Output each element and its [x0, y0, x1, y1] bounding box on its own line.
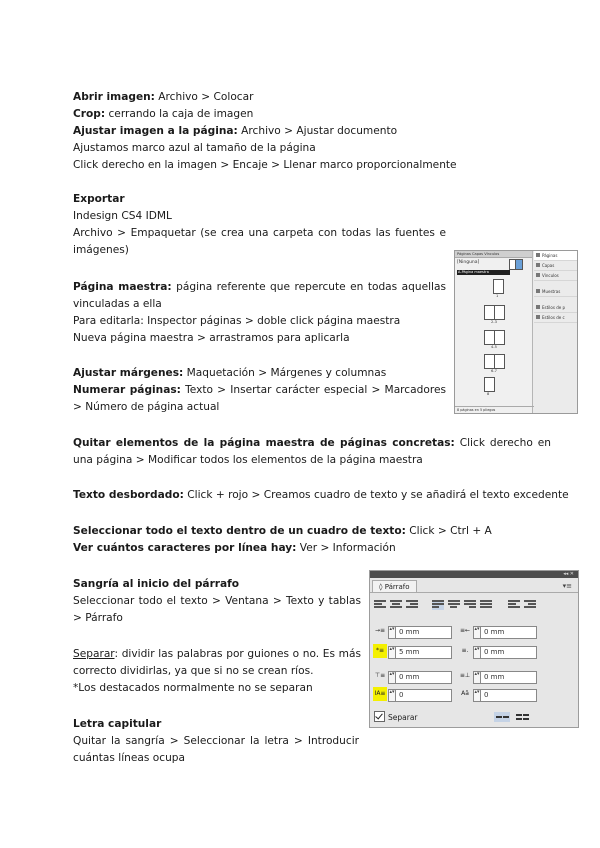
margenes-text: Maquetación > Márgenes y columnas: [183, 367, 387, 379]
layers-icon: [536, 263, 540, 267]
last-line-indent-stepper[interactable]: ▴▾: [473, 646, 481, 659]
crop-line: [73, 106, 446, 123]
dock-item-char-styles[interactable]: Estilos de c: [534, 313, 577, 323]
master-page-label: A-Página maestra: [457, 270, 510, 275]
capitular-block: [73, 716, 359, 767]
first-line-indent-icon: *≡: [373, 644, 387, 658]
panel-divider: [370, 592, 578, 593]
left-indent-stepper[interactable]: ▴▾: [388, 626, 396, 639]
dock-item-layers[interactable]: Capas: [534, 261, 577, 271]
ajustar-imagen-text: Archivo > Ajustar documento: [237, 125, 398, 137]
page-number-4-5: 4-5: [491, 345, 497, 349]
justify-left-icon[interactable]: [432, 600, 444, 610]
abrir-imagen-text: Archivo > Colocar: [154, 91, 254, 103]
pagina-maestra-line3: Nueva página maestra > arrastramos para aplicarla: [73, 332, 350, 344]
abrir-imagen-label: Abrir imagen:: [73, 91, 155, 103]
pages-panel-dock: [534, 251, 577, 323]
exportar-block: [73, 191, 446, 259]
drop-cap-chars-input[interactable]: 0: [480, 689, 537, 702]
links-icon: [536, 273, 540, 277]
align-towards-spine-icon[interactable]: [508, 600, 520, 610]
pagina-maestra-line2: Para editarla: Inspector páginas > doble click página maestra: [73, 315, 401, 327]
align-grid-button[interactable]: [514, 712, 530, 722]
justify-all-icon[interactable]: [480, 600, 492, 610]
seleccionar-label: Seleccionar todo el texto dentro de un cuadro de texto:: [73, 525, 406, 537]
space-before-input[interactable]: 0 mm: [395, 671, 452, 684]
pagina-maestra-text: página referente que repercute en todas aquellas vinculadas a ella: [73, 281, 446, 310]
pagina-maestra-label: Página maestra:: [73, 281, 172, 293]
drop-cap-chars-icon: Aā: [461, 690, 469, 697]
ver-text: Ver > Información: [296, 542, 396, 554]
none-master-label: [Ninguna]: [457, 260, 480, 265]
space-before-stepper[interactable]: ▴▾: [388, 671, 396, 684]
align-center-icon[interactable]: [390, 600, 402, 610]
desbordado-line: [73, 487, 569, 504]
character-styles-icon: [536, 315, 540, 319]
tab-paragraph[interactable]: ◊ Párrafo: [372, 580, 417, 593]
click-derecho-line: Click derecho en la imagen > Encaje > Llenar marco proporcionalmente: [73, 159, 457, 171]
margenes-label: Ajustar márgenes:: [73, 367, 184, 379]
first-line-indent-input[interactable]: 5 mm: [395, 646, 452, 659]
right-indent-stepper[interactable]: ▴▾: [473, 626, 481, 639]
seleccionar-line: [73, 523, 551, 540]
sangria-heading: Sangría al inicio del párrafo: [73, 578, 240, 590]
ajustar-imagen-line: [73, 123, 446, 140]
sangria-block: [73, 576, 361, 627]
page-number-6-7: 6-7: [491, 369, 497, 373]
sangria-line1: Seleccionar todo el texto > Ventana > Texto y tablas > Párrafo: [73, 595, 361, 624]
pages-panel-main: [455, 251, 533, 413]
hyphenate-checkbox[interactable]: [374, 711, 418, 722]
justify-right-icon[interactable]: [464, 600, 476, 610]
pages-panel-tabs: Páginas Capas Vínculos: [455, 251, 532, 258]
page-thumb-7: [494, 354, 505, 369]
seleccionar-block: [73, 523, 551, 557]
intro-block: [73, 89, 457, 174]
page-number-1: 1: [496, 294, 499, 298]
right-indent-icon: ≡←: [459, 627, 471, 634]
pages-panel-screenshot: [454, 250, 578, 414]
drop-cap-chars-stepper[interactable]: ▴▾: [473, 689, 481, 702]
align-left-icon[interactable]: [374, 600, 386, 610]
separar-block: [73, 646, 361, 697]
last-line-indent-input[interactable]: 0 mm: [480, 646, 537, 659]
page-number-2-3: 2-3: [491, 320, 497, 324]
abrir-imagen-line: [73, 89, 446, 106]
master-thumb: [515, 259, 523, 270]
align-right-icon[interactable]: [406, 600, 418, 610]
checkbox-checked-icon[interactable]: [374, 711, 385, 722]
do-not-align-grid-button[interactable]: [494, 712, 510, 722]
justify-center-icon[interactable]: [448, 600, 460, 610]
swatches-icon: [536, 289, 540, 293]
page-thumb-3: [494, 305, 505, 320]
numerar-label: Numerar páginas:: [73, 384, 181, 396]
page-thumb-5: [494, 330, 505, 345]
last-line-indent-icon: ≡.: [461, 647, 469, 654]
space-after-icon: ≡⊥: [459, 672, 471, 679]
space-after-stepper[interactable]: ▴▾: [473, 671, 481, 684]
drop-cap-lines-input[interactable]: 0: [395, 689, 452, 702]
dock-item-para-styles[interactable]: Estilos de p: [534, 303, 577, 313]
exportar-line1: Indesign CS4 IDML: [73, 210, 172, 222]
page-number-8: 8: [487, 392, 490, 396]
crop-label: Crop:: [73, 108, 106, 120]
drop-cap-lines-stepper[interactable]: ▴▾: [388, 689, 396, 702]
crop-text: cerrando la caja de imagen: [105, 108, 254, 120]
page-thumb-1: [493, 279, 504, 294]
panel-menu-icon[interactable]: ▾≡: [562, 582, 572, 590]
collapse-icon[interactable]: ◂◂ ✕: [563, 571, 574, 577]
quitar-block: [73, 435, 551, 469]
drop-cap-lines-icon: IA≡: [373, 687, 387, 701]
numerar-line: [73, 382, 446, 416]
pages-panel-footer: 8 páginas en 5 pliegos: [455, 406, 534, 413]
dock-item-links[interactable]: Vínculos: [534, 271, 577, 281]
quitar-label: Quitar elementos de la página maestra de páginas concretas:: [73, 437, 455, 449]
first-line-indent-stepper[interactable]: ▴▾: [388, 646, 396, 659]
desbordado-text: Click + rojo > Creamos cuadro de texto y se añadirá el texto excedente: [183, 489, 569, 501]
space-after-input[interactable]: 0 mm: [480, 671, 537, 684]
separar-line: [73, 646, 361, 680]
hyphenate-label: Separar: [388, 713, 418, 722]
paragraph-styles-icon: [536, 305, 540, 309]
separar-text: : dividir las palabras por guiones o no. Es más correcto dividirlas, ya que si no se crean ríos.: [73, 648, 361, 677]
space-before-icon: ⊤≡: [374, 672, 386, 679]
ver-line: [73, 540, 551, 557]
ver-label: Ver cuántos caracteres por línea hay:: [73, 542, 297, 554]
left-indent-input[interactable]: 0 mm: [395, 626, 452, 639]
pagina-maestra-def: [73, 279, 446, 313]
align-away-spine-icon[interactable]: [524, 600, 536, 610]
dock-item-swatches[interactable]: Muestras: [534, 287, 577, 297]
panel-title-bar: [370, 571, 578, 578]
capitular-heading: Letra capitular: [73, 718, 162, 730]
dock-item-pages[interactable]: Páginas: [534, 251, 577, 261]
pagina-maestra-block: [73, 279, 446, 347]
quitar-line: [73, 435, 551, 469]
paragraph-panel-screenshot: [369, 570, 579, 728]
numerar-text: Texto > Insertar carácter especial > Marcadores > Número de página actual: [73, 384, 446, 413]
pages-icon: [536, 253, 540, 257]
desbordado-label: Texto desbordado:: [73, 489, 184, 501]
ajustar-imagen-label: Ajustar imagen a la página:: [73, 125, 238, 137]
exportar-line2: Archivo > Empaquetar (se crea una carpeta con todas las fuentes e imágenes): [73, 227, 446, 256]
right-indent-input[interactable]: 0 mm: [480, 626, 537, 639]
quitar-text: Click derecho en una página > Modificar todos los elementos de la página maestra: [73, 437, 551, 466]
margenes-line: [73, 365, 446, 382]
page-thumb-8: [484, 377, 495, 392]
separar-note: *Los destacados normalmente no se separan: [73, 682, 313, 694]
left-indent-icon: →≡: [374, 627, 386, 634]
separar-term: Separar: [73, 648, 115, 660]
desbordado-block: [73, 487, 569, 504]
seleccionar-text: Click > Ctrl + A: [405, 525, 492, 537]
ajustamos-line: Ajustamos marco azul al tamaño de la página: [73, 142, 316, 154]
margenes-block: [73, 365, 446, 416]
exportar-heading: Exportar: [73, 193, 125, 205]
capitular-line1: Quitar la sangría > Seleccionar la letra > Introducir cuántas líneas ocupa: [73, 735, 359, 764]
